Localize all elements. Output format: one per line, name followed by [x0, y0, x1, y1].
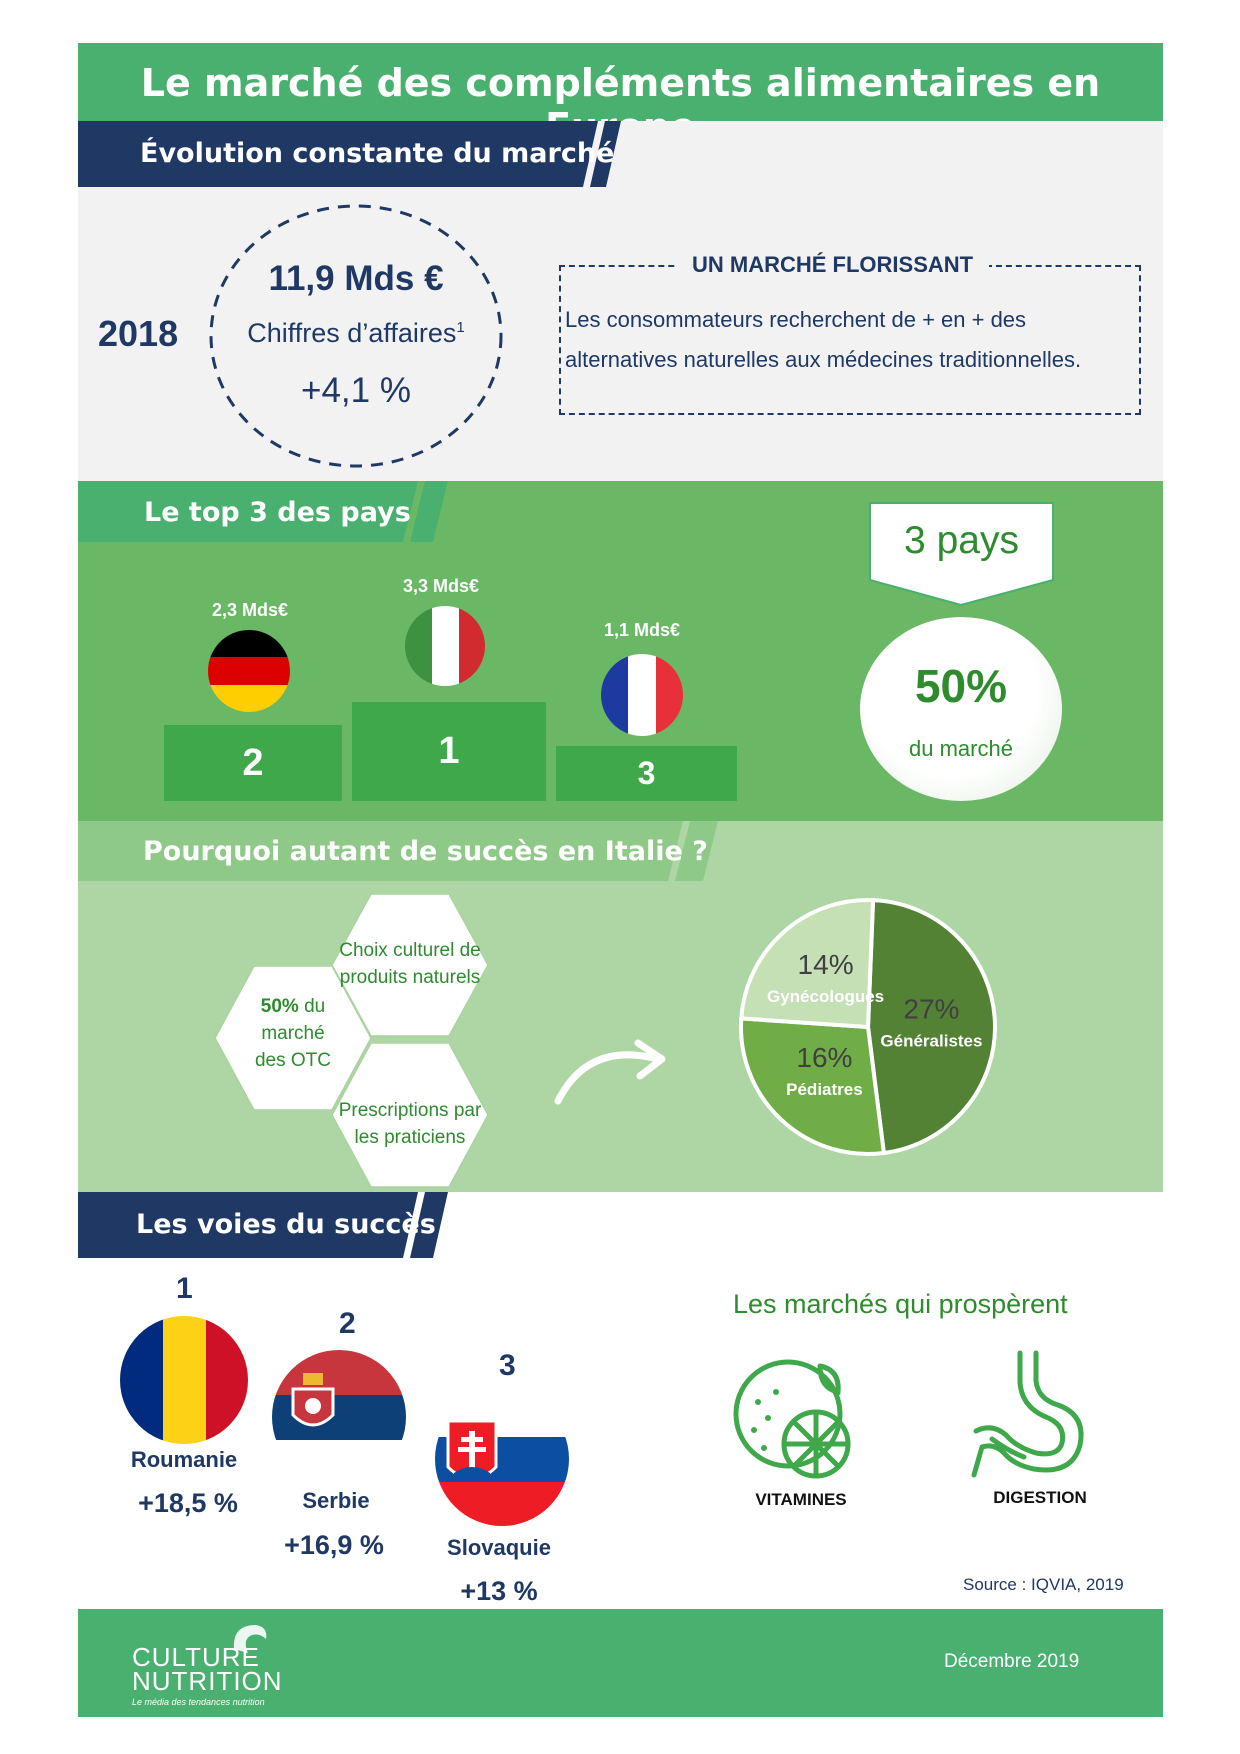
- pie-slice-generalistes: [868, 900, 995, 1153]
- rank-3: 3: [499, 1349, 516, 1382]
- hex-otc-rest1: du: [304, 996, 326, 1017]
- hex-otc-pct: 50%: [260, 996, 299, 1017]
- france-flag-icon: [600, 653, 684, 737]
- growth-value: +4,1 %: [301, 371, 411, 410]
- hex-otc-rest2: marché: [261, 1023, 325, 1044]
- revenue-label: [206, 318, 506, 349]
- rank-1: 1: [176, 1272, 193, 1305]
- section4-heading: Les voies du succès: [136, 1209, 436, 1240]
- rank-2: 2: [339, 1307, 356, 1340]
- country-growth-2: +16,9 %: [284, 1530, 384, 1560]
- title-bar: [78, 43, 1163, 121]
- italy-flag-icon: [404, 605, 486, 687]
- logo-tagline: Le média des tendances nutrition: [132, 1697, 265, 1707]
- year-label: 2018: [98, 313, 179, 354]
- country-growth-3: +13 %: [460, 1576, 538, 1606]
- hex-rx-line1: Prescriptions par: [338, 1100, 482, 1121]
- country-name-2: Serbie: [302, 1488, 370, 1513]
- florissant-title: UN MARCHÉ FLORISSANT: [676, 252, 989, 278]
- pie-label-gynecologues: Gynécologues: [767, 986, 885, 1006]
- slovakia-flag-icon: [434, 1391, 570, 1527]
- section-top3: [78, 481, 1163, 821]
- hex-otc-rest3: des OTC: [254, 1050, 332, 1071]
- citrus-icon: [728, 1352, 858, 1482]
- logo-line2: NUTRITION: [132, 1666, 283, 1696]
- curved-arrow-icon: [548, 1021, 678, 1111]
- podium-value-3: 1,1 Mds€: [604, 620, 681, 640]
- pie-label-pediatres: Pédiatres: [786, 1080, 863, 1100]
- country-name-3: Slovaquie: [447, 1535, 551, 1560]
- section-italy: [78, 821, 1163, 1192]
- country-name-1: Roumanie: [130, 1447, 238, 1472]
- section3-heading: Pourquoi autant de succès en Italie ?: [143, 836, 708, 867]
- prescribers-pie-chart: [723, 877, 1013, 1177]
- podium-step-3: 3: [556, 746, 737, 801]
- hex-choice-line2: produits naturels: [339, 967, 481, 988]
- callout-text: 3 pays: [904, 519, 1019, 562]
- revenue-value: 11,9 Mds €: [268, 259, 444, 298]
- footer-date: Décembre 2019: [944, 1651, 1080, 1672]
- hex-rx-line2: les praticiens: [354, 1127, 466, 1148]
- section-market-evolution: [78, 121, 1163, 481]
- stomach-icon: [968, 1347, 1098, 1487]
- podium-step-2: 2: [164, 725, 342, 801]
- pie-value-generalistes: 27%: [903, 993, 960, 1025]
- section-success: [78, 1192, 1163, 1609]
- logo: [132, 1642, 283, 1696]
- share-value: 50%: [914, 660, 1008, 712]
- serbia-flag-icon: [271, 1349, 407, 1485]
- pie-label-generalistes: Généralistes: [880, 1031, 983, 1051]
- page-title: Le marché des compléments alimentaires en: [140, 61, 1101, 105]
- pie-value-gynecologues: 14%: [797, 948, 854, 980]
- section2-heading: Le top 3 des pays: [144, 497, 411, 528]
- germany-flag-icon: [207, 629, 291, 713]
- section1-heading: Évolution constante du marché: [140, 138, 615, 169]
- logo-line1: CULTURE: [132, 1642, 260, 1672]
- market-vitamines: VITAMINES: [755, 1490, 847, 1509]
- hex-otc-text: [215, 993, 371, 1074]
- country-growth-1: +18,5 %: [138, 1488, 238, 1518]
- hex-choice-text: [332, 937, 488, 991]
- podium-step-1: 1: [352, 702, 546, 801]
- hex-rx-text: [332, 1097, 488, 1151]
- market-digestion: DIGESTION: [993, 1488, 1087, 1507]
- footer: [78, 1609, 1163, 1717]
- markets-title: Les marchés qui prospèrent: [733, 1289, 1068, 1319]
- revenue-footnote: 1: [456, 319, 465, 336]
- hex-choice-line1: Choix culturel de: [339, 940, 481, 961]
- podium-value-1: 3,3 Mds€: [403, 576, 480, 596]
- source-note: Source : IQVIA, 2019: [963, 1575, 1124, 1594]
- revenue-label-text: Chiffres d’affaires: [247, 318, 457, 348]
- florissant-line-2: alternatives naturelles aux médecines traditionnelles.: [565, 347, 1082, 372]
- florissant-box: [559, 265, 1141, 415]
- florissant-line-1: Les consommateurs recherchent de + en + des: [565, 307, 1027, 332]
- pie-value-pediatres: 16%: [796, 1042, 853, 1074]
- podium-value-2: 2,3 Mds€: [212, 600, 289, 620]
- romania-flag-icon: [119, 1315, 249, 1445]
- share-label: du marché: [909, 736, 1013, 761]
